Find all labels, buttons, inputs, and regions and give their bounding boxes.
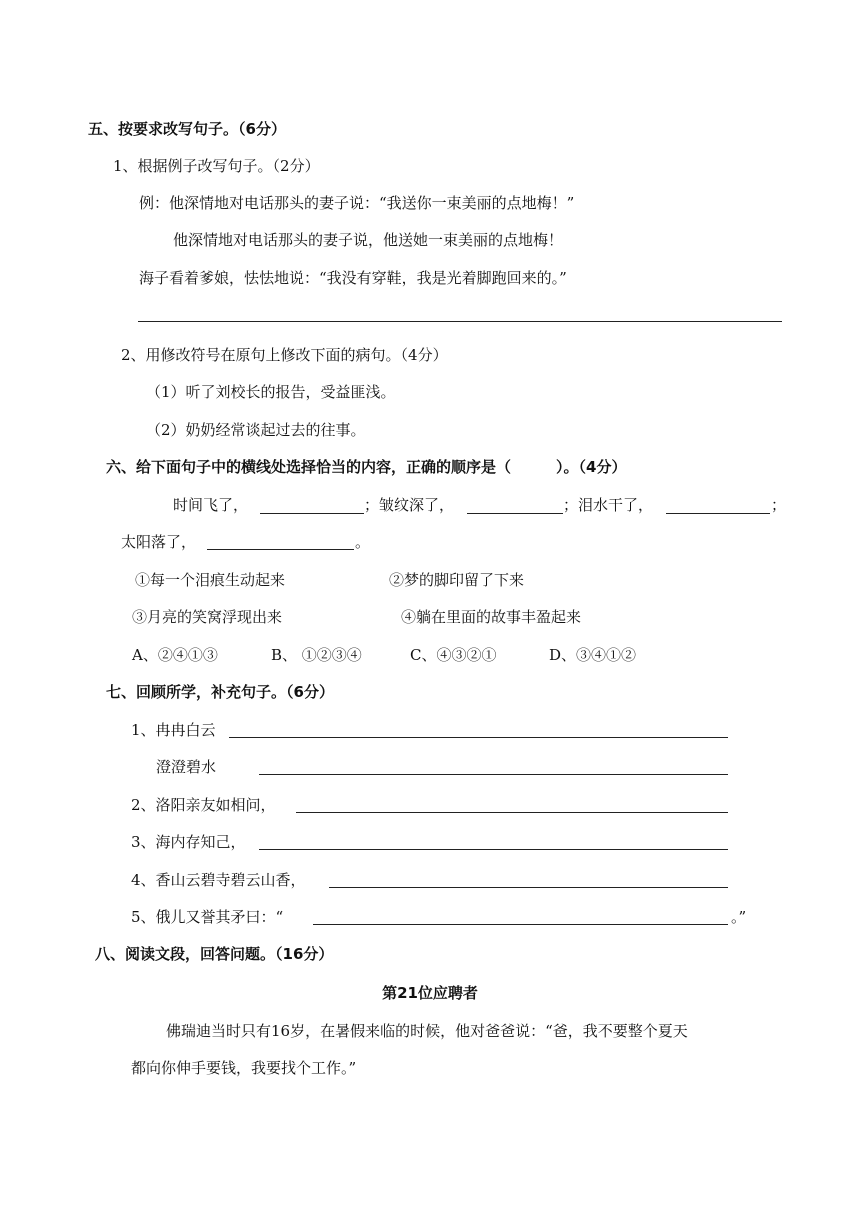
passage-line-2: 都向你伸手要钱，我要找个工作。” [131,1059,357,1077]
question-1-label: 1、根据例子改写句子。（2分） [113,157,320,175]
answer-line [138,321,782,322]
poem-part-2: ；皱纹深了， [364,496,455,514]
choice-d: D、③④①② [549,646,637,664]
section-5-heading: 五、按要求改写句子。（6分） [88,120,286,138]
fill-item-2: 2、洛阳亲友如相问， [131,796,276,814]
option-3: ③月亮的笑窝浮现出来 [132,608,283,626]
fill-line-4 [329,887,728,888]
choice-c: C、④③②① [410,646,497,664]
option-4: ④躺在里面的故事丰盈起来 [401,608,582,626]
choice-a: A、②④①③ [132,646,218,664]
fill-item-4: 4、香山云碧寺碧云山香， [131,871,306,889]
option-1: ①每一个泪痕生动起来 [135,571,286,589]
section-6-heading: 六、给下面句子中的横线处选择恰当的内容，正确的顺序是（ ）。（4分） [106,458,627,476]
fill-line-5 [313,924,728,925]
fill-line-1b [259,774,728,775]
faulty-sentence-2: （2）奶奶经常谈起过去的往事。 [146,421,366,439]
poem-part-6: 。 [355,533,371,551]
fill-line-1 [229,737,728,738]
poem-part-1: 时间飞了， [173,496,249,514]
section-8-heading: 八、阅读文段，回答问题。（16分） [95,945,334,963]
fill-item-5-end: 。” [731,908,747,926]
poem-part-4: ； [771,496,787,514]
example-line-2: 他深情地对电话那头的妻子说，他送她一束美丽的点地梅！ [173,231,564,249]
blank-4 [207,549,354,550]
poem-part-3: ；泪水干了， [563,496,654,514]
fill-line-2 [296,812,728,813]
fill-item-5: 5、俄儿又誉其矛曰：“ [131,908,284,926]
rewrite-task-sentence: 海子看着爹娘，怯怯地说：“我没有穿鞋，我是光着脚跑回来的。” [139,269,567,287]
example-line-1: 例：他深情地对电话那头的妻子说：“我送你一束美丽的点地梅！” [139,194,575,212]
blank-2 [467,513,563,514]
section-7-heading: 七、回顾所学，补充句子。（6分） [106,683,334,701]
choice-b: B、 ①②③④ [271,646,362,664]
question-2-label: 2、用修改符号在原句上修改下面的病句。（4分） [121,346,448,364]
fill-item-1b: 澄澄碧水 [156,758,217,776]
fill-line-3 [259,849,728,850]
faulty-sentence-1: （1）听了刘校长的报告，受益匪浅。 [146,383,396,401]
blank-1 [260,513,364,514]
passage-line-1: 佛瑞迪当时只有16岁，在暑假来临的时候，他对爸爸说：“爸，我不要整个夏天 [166,1022,688,1040]
passage-title: 第21位应聘者 [382,984,478,1002]
poem-part-5: 太阳落了， [121,533,197,551]
blank-3 [666,513,770,514]
fill-item-3: 3、海内存知己， [131,833,246,851]
option-2: ②梦的脚印留了下来 [389,571,525,589]
fill-item-1: 1、冉冉白云 [131,721,216,739]
